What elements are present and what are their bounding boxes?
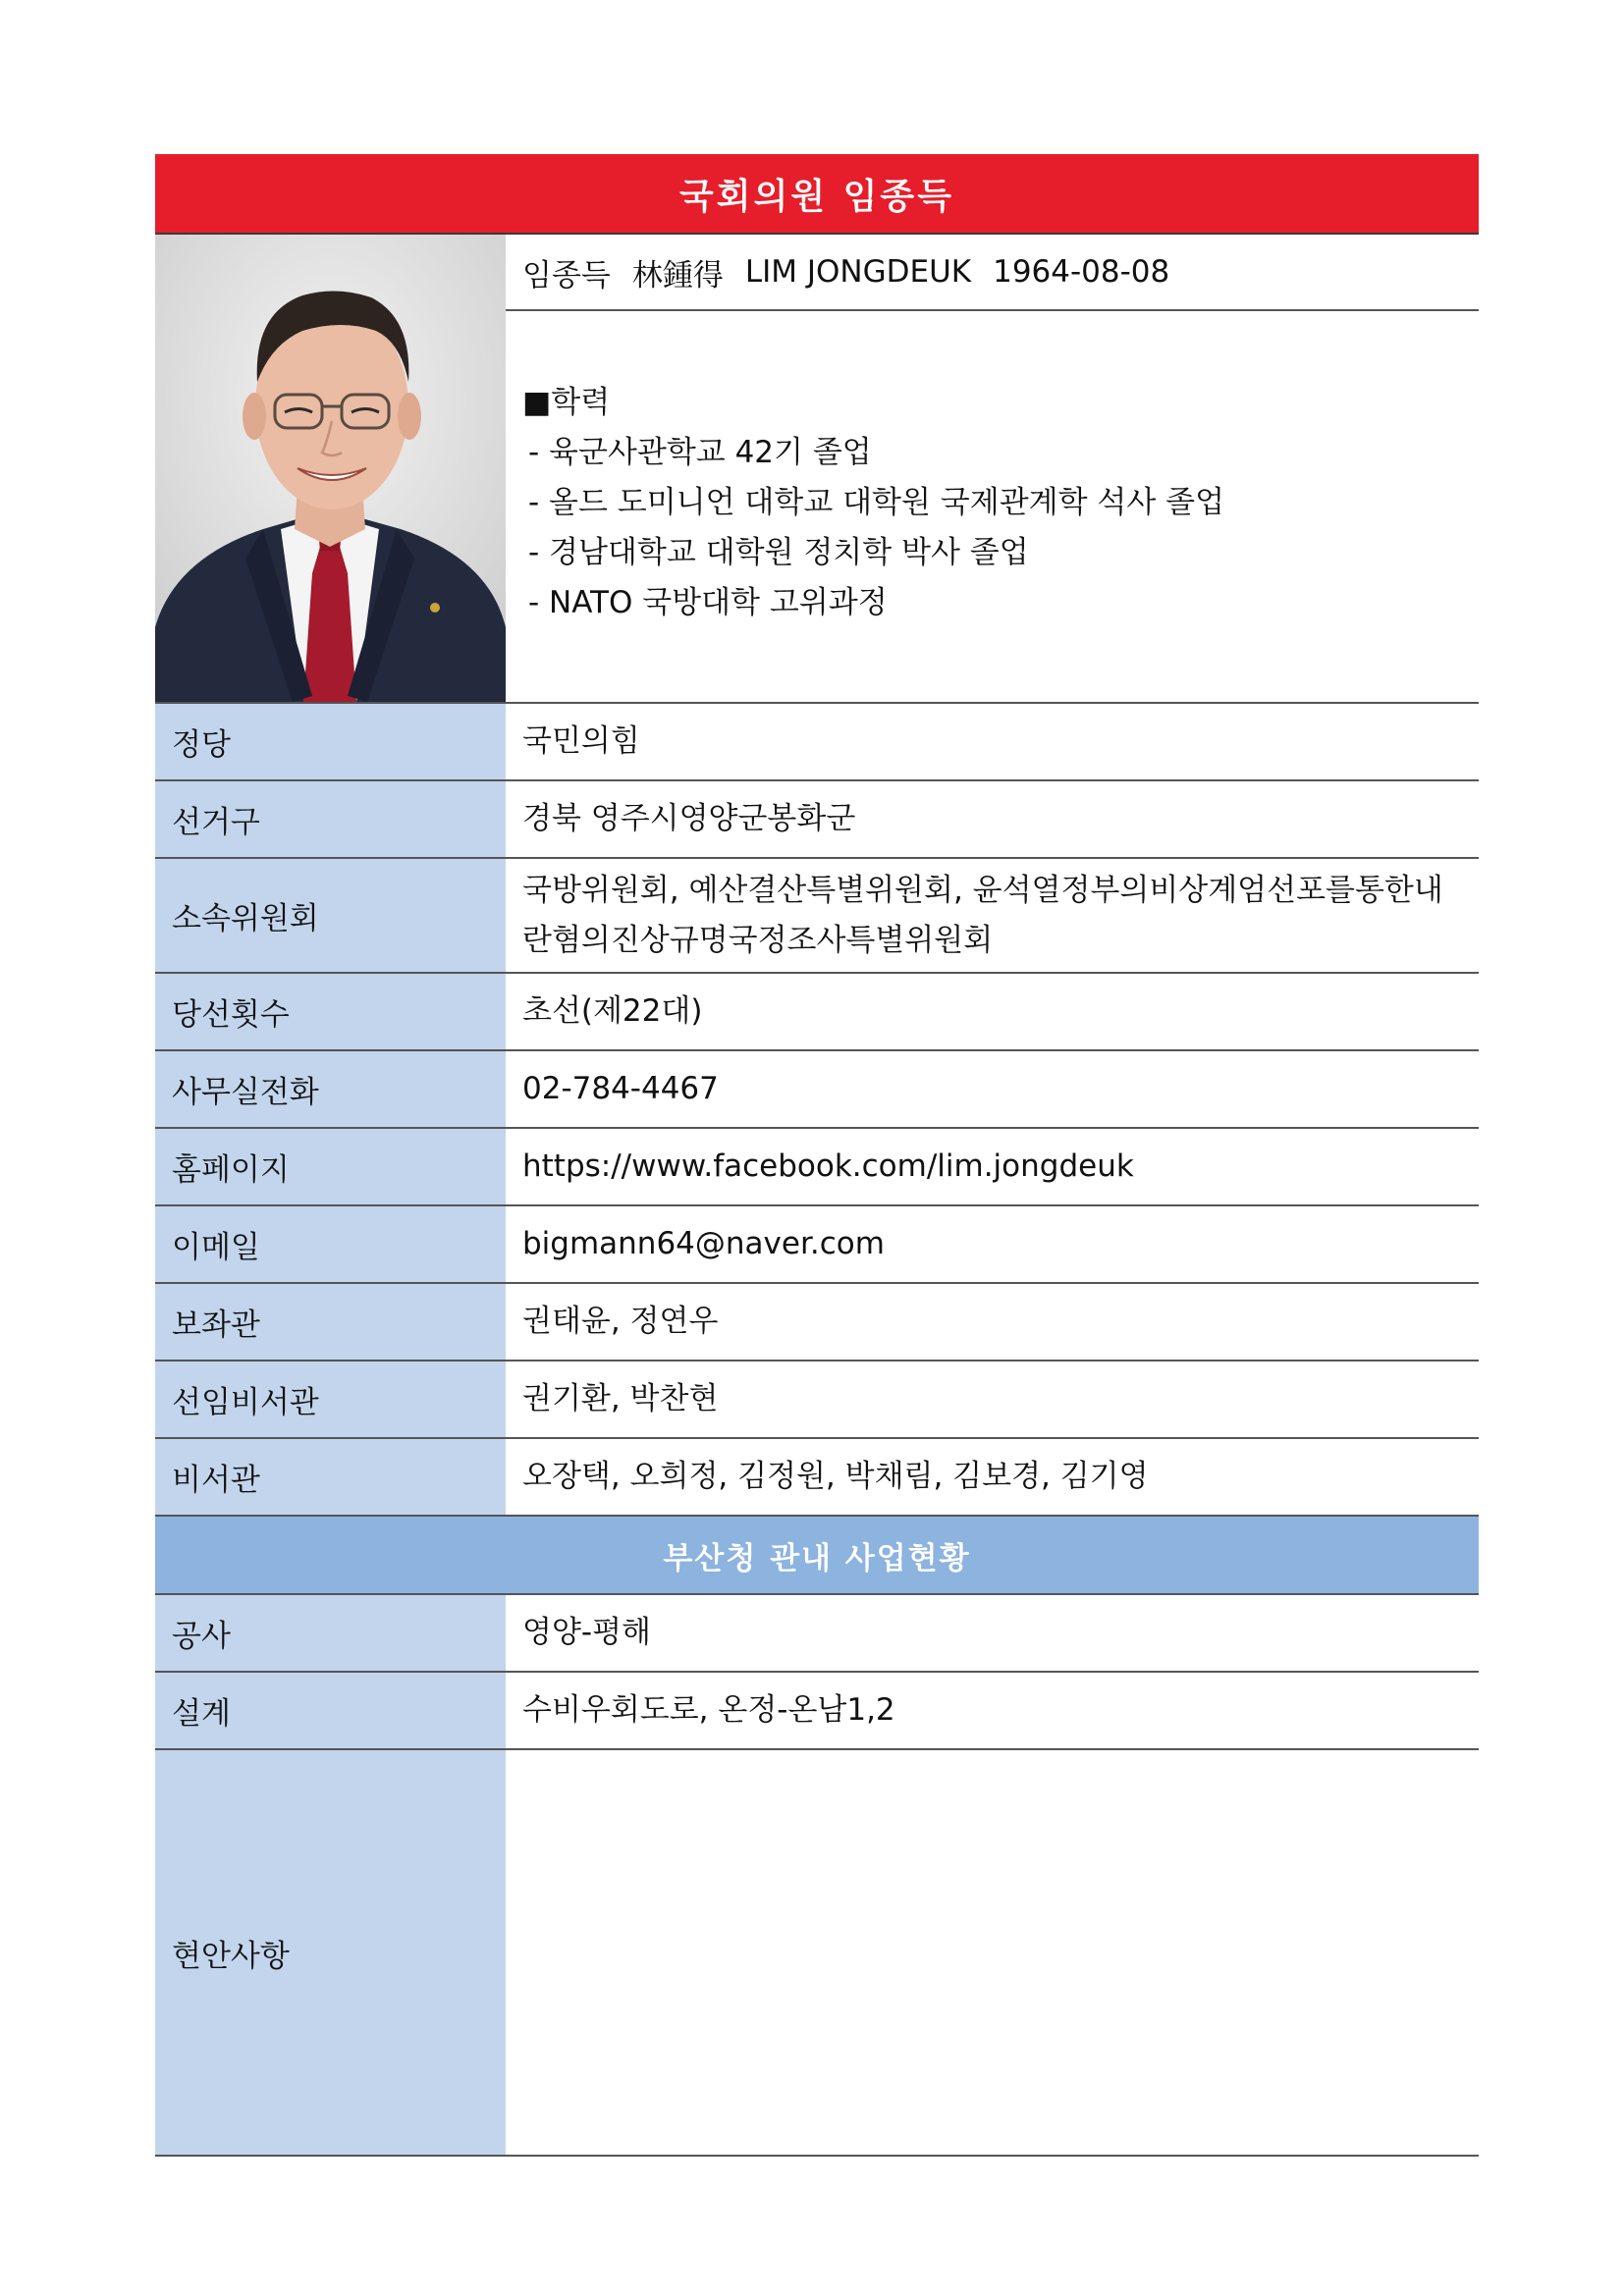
row-homepage xyxy=(155,1129,1479,1206)
value-construction: 영양-평해 xyxy=(522,1615,651,1650)
value-party: 국민의힘 xyxy=(522,723,640,759)
profile-details xyxy=(506,235,1479,702)
label-issues: 현안사항 xyxy=(155,1750,506,2155)
value-terms: 초선(제22대) xyxy=(522,993,703,1029)
portrait-image xyxy=(155,235,506,702)
row-design xyxy=(155,1673,1479,1750)
education-item: - 경남대학교 대학원 정치학 박사 졸업 xyxy=(528,535,1029,570)
value-phone: 02-784-4467 xyxy=(522,1071,719,1106)
education-block xyxy=(506,311,1479,628)
value-committee: 국방위원회, 예산결산특별위원회, 윤석열정부의비상계엄선포를통한내란혐의진상규명국정조사특별위원회 xyxy=(522,872,1443,958)
row-district xyxy=(155,781,1479,859)
label-email: 이메일 xyxy=(155,1206,506,1282)
education-item: - 올드 도미니언 대학교 대학원 국제관계학 석사 졸업 xyxy=(528,485,1225,520)
education-item: - 육군사관학교 42기 졸업 xyxy=(528,435,872,470)
label-construction: 공사 xyxy=(155,1595,506,1671)
label-party: 정당 xyxy=(155,704,506,779)
label-district: 선거구 xyxy=(155,781,506,857)
row-senior-secretary xyxy=(155,1362,1479,1439)
label-senior-secretary: 선임비서관 xyxy=(155,1362,506,1437)
value-homepage-link[interactable]: https://www.facebook.com/lim.jongdeuk xyxy=(522,1148,1134,1184)
value-issues xyxy=(506,1750,1479,2155)
row-secretary xyxy=(155,1439,1479,1517)
row-phone xyxy=(155,1051,1479,1129)
row-construction xyxy=(155,1595,1479,1673)
row-email xyxy=(155,1206,1479,1284)
label-design: 설계 xyxy=(155,1673,506,1748)
row-issues xyxy=(155,1750,1479,2157)
name-line xyxy=(506,235,1479,311)
profile-section xyxy=(155,235,1479,704)
value-district: 경북 영주시영양군봉화군 xyxy=(522,801,856,836)
label-phone: 사무실전화 xyxy=(155,1051,506,1127)
name-korean: 임종득 xyxy=(522,257,611,294)
value-aide: 권태윤, 정연우 xyxy=(522,1304,719,1339)
member-photo xyxy=(155,235,506,702)
row-terms xyxy=(155,974,1479,1051)
label-homepage: 홈페이지 xyxy=(155,1129,506,1204)
name-hanja: 林鍾得 xyxy=(631,257,724,294)
page-title: 국회의원 임종득 xyxy=(155,154,1479,235)
education-title: ■학력 xyxy=(522,385,611,420)
row-committee xyxy=(155,859,1479,974)
name-english: LIM JONGDEUK xyxy=(744,254,972,290)
value-senior-secretary: 권기환, 박찬현 xyxy=(522,1381,719,1416)
value-secretary: 오장택, 오희정, 김정원, 박채림, 김보경, 김기영 xyxy=(522,1459,1149,1494)
value-email-link[interactable]: bigmann64@naver.com xyxy=(522,1226,885,1261)
label-secretary: 비서관 xyxy=(155,1439,506,1515)
row-aide xyxy=(155,1284,1479,1362)
row-party xyxy=(155,704,1479,781)
birth-date: 1964-08-08 xyxy=(993,254,1170,290)
education-item: - NATO 국방대학 고위과정 xyxy=(528,585,888,620)
section-title: 부산청 관내 사업현황 xyxy=(155,1517,1479,1595)
label-aide: 보좌관 xyxy=(155,1284,506,1360)
label-terms: 당선횟수 xyxy=(155,974,506,1049)
label-committee: 소속위원회 xyxy=(155,859,506,972)
value-design: 수비우회도로, 온정-온남1,2 xyxy=(522,1692,895,1728)
profile-sheet xyxy=(155,154,1479,2157)
